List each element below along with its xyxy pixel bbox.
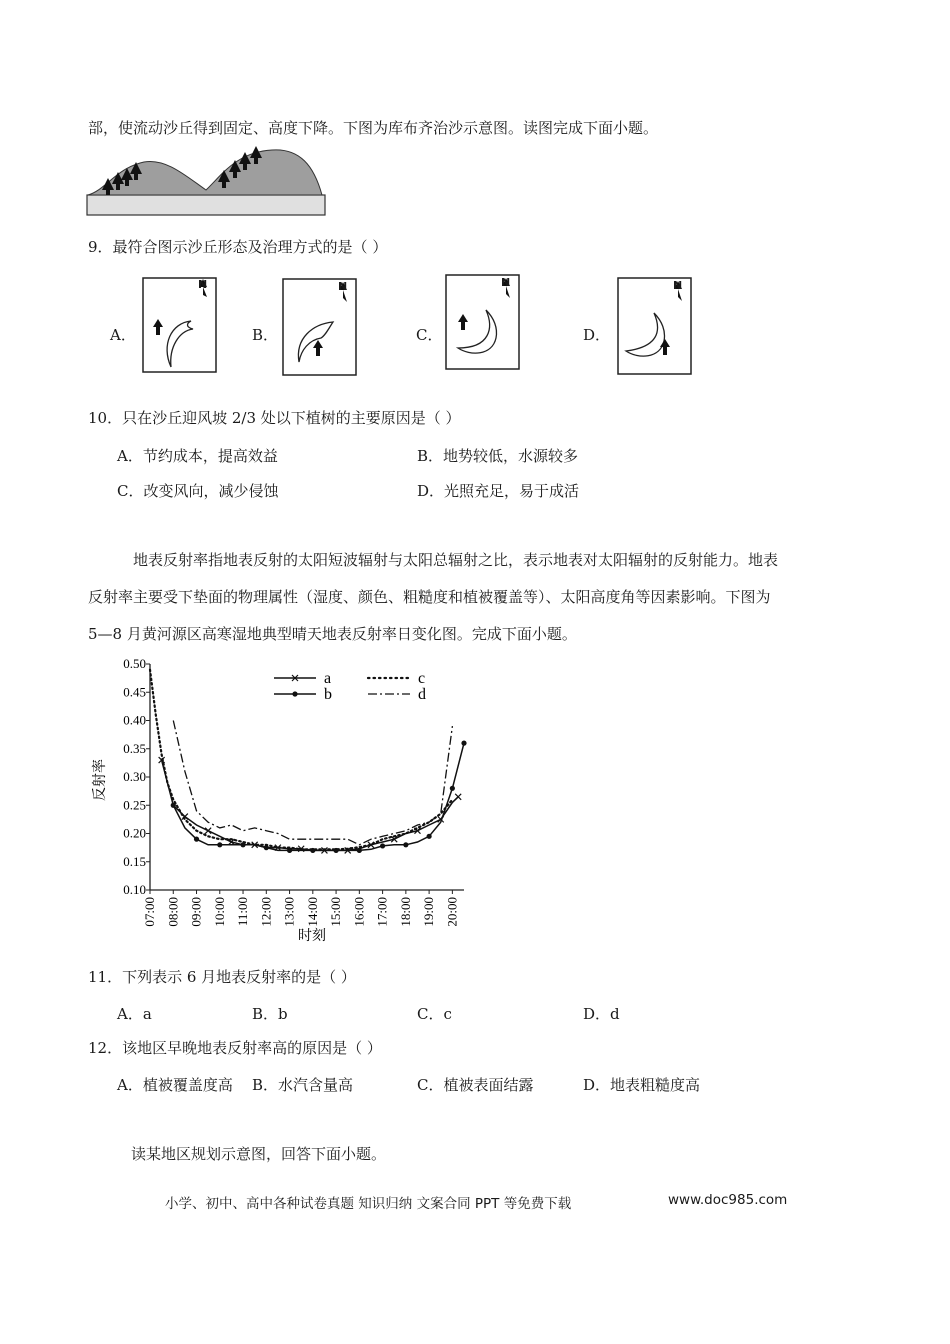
x-tick-label: 18:00: [397, 897, 413, 927]
q9-option-b-diagram: [281, 276, 359, 378]
y-axis-label: 反射率: [93, 759, 108, 801]
y-tick-label: 0.35: [123, 740, 146, 756]
x-tick-label: 20:00: [444, 897, 460, 927]
x-tick-label: 09:00: [188, 897, 204, 927]
x-tick-label: 07:00: [142, 897, 157, 927]
legend-d-label: d: [418, 686, 426, 703]
legend-b-label: b: [324, 686, 332, 703]
y-tick-label: 0.40: [123, 712, 146, 728]
series-b-point: [217, 842, 222, 847]
q12-option-d: D．地表粗糙度高: [583, 1076, 701, 1094]
series-a-point: [205, 828, 211, 834]
dune-shape: [88, 150, 322, 195]
q11-option-c: C．c: [417, 1005, 452, 1023]
x-tick-label: 11:00: [235, 897, 251, 927]
passage-line-2: 反射率主要受下垫面的物理属性（湿度、颜色、粗糙度和植被覆盖等）、太阳高度角等因素影响。下图为: [88, 588, 771, 606]
y-tick-label: 0.25: [123, 797, 146, 813]
q11-stem: 11．下列表示 6 月地表反射率的是（ ）: [88, 968, 356, 986]
q10-option-c: C．改变风向，减少侵蚀: [117, 482, 279, 500]
x-tick-label: 13:00: [281, 897, 297, 927]
series-b-point: [427, 834, 432, 839]
x-tick-label: 12:00: [258, 897, 274, 927]
q9-option-a-north: N: [198, 278, 208, 291]
q12-option-c: C．植被表面结露: [417, 1076, 534, 1094]
x-tick-label: 19:00: [421, 897, 437, 927]
y-tick-label: 0.50: [123, 656, 146, 671]
q9-option-a-label: A．: [110, 326, 136, 344]
x-tick-label: 14:00: [304, 897, 320, 927]
q11-option-d: D．d: [583, 1005, 620, 1023]
passage-line-3: 5—8 月黄河源区高寒湿地典型晴天地表反射率日变化图。完成下面小题。: [88, 625, 577, 643]
q9-option-b-label: B．: [252, 326, 279, 344]
legend-b-marker: [292, 691, 297, 696]
passage-line-1: 地表反射率指地表反射的太阳短波辐射与太阳总辐射之比，表示地表对太阳辐射的反射能力。地表: [133, 551, 779, 569]
q9-option-c-north: N: [501, 276, 511, 289]
ground-strip: [87, 195, 325, 215]
reflectance-chart: [86, 652, 476, 948]
q12-stem: 12．该地区早晚地表反射率高的原因是（ ）: [88, 1039, 382, 1057]
q9-option-d-label: D．: [583, 326, 611, 344]
chart-legend: [274, 670, 426, 703]
q9-option-a-diagram: [141, 275, 219, 375]
series-b-point: [461, 741, 466, 746]
q10-option-d: D．光照充足，易于成活: [417, 482, 580, 500]
chart-axes: [150, 664, 464, 890]
q9-option-c-label: C．: [416, 326, 443, 344]
x-tick-label: 10:00: [211, 897, 227, 927]
q12-option-a: A．植被覆盖度高: [117, 1076, 233, 1094]
q11-option-a: A．a: [117, 1005, 152, 1023]
footer-link[interactable]: www.doc985.com: [668, 1192, 788, 1208]
legend-a-label: a: [324, 670, 332, 687]
q12-option-b: B．水汽含量高: [252, 1076, 354, 1094]
y-tick-label: 0.30: [123, 769, 146, 784]
q9-option-d-north: N: [673, 279, 683, 292]
q9-option-b-north: N: [338, 280, 348, 293]
x-tick-label: 16:00: [351, 897, 367, 927]
q11-option-b: B．b: [252, 1005, 288, 1023]
series-a-point: [455, 794, 461, 800]
y-tick-label: 0.45: [123, 684, 146, 700]
x-tick-label: 08:00: [165, 897, 181, 927]
footer-text: 小学、初中、高中各种试卷真题 知识归纳 文案合同 PPT 等免费下载: [165, 1196, 572, 1212]
x-tick-label: 15:00: [328, 897, 344, 927]
y-tick-label: 0.20: [123, 825, 146, 841]
x-axis-label: 时刻: [298, 929, 326, 944]
q9-option-d-diagram: [616, 275, 694, 377]
y-tick-label: 0.10: [123, 882, 146, 897]
q10-option-b: B．地势较低，水源较多: [417, 447, 579, 465]
y-tick-label: 0.15: [123, 853, 146, 869]
q10-option-a: A．节约成本，提高效益: [117, 447, 278, 465]
q10-stem: 10．只在沙丘迎风坡 2/3 处以下植树的主要原因是（ ）: [88, 409, 461, 427]
series-c-line: [150, 670, 452, 850]
next-question-intro: 读某地区规划示意图，回答下面小题。: [131, 1145, 387, 1163]
legend-c-label: c: [418, 670, 426, 687]
chart-ticks: [123, 656, 459, 927]
series-d-line: [173, 721, 452, 845]
q9-option-c-diagram: [444, 272, 522, 372]
series-b-point: [357, 848, 362, 853]
x-tick-label: 17:00: [374, 897, 390, 927]
series-b-point: [450, 786, 455, 791]
series-b-point: [403, 842, 408, 847]
intro-text: 部，使流动沙丘得到固定、高度下降。下图为库布齐治沙示意图。读图完成下面小题。: [88, 119, 659, 137]
series-b-point: [194, 837, 199, 842]
dune-illustration: [86, 146, 328, 218]
series-a-line: [162, 760, 459, 850]
series-b-point: [380, 843, 385, 848]
q9-stem: 9．最符合图示沙丘形态及治理方式的是（ ）: [88, 238, 388, 256]
